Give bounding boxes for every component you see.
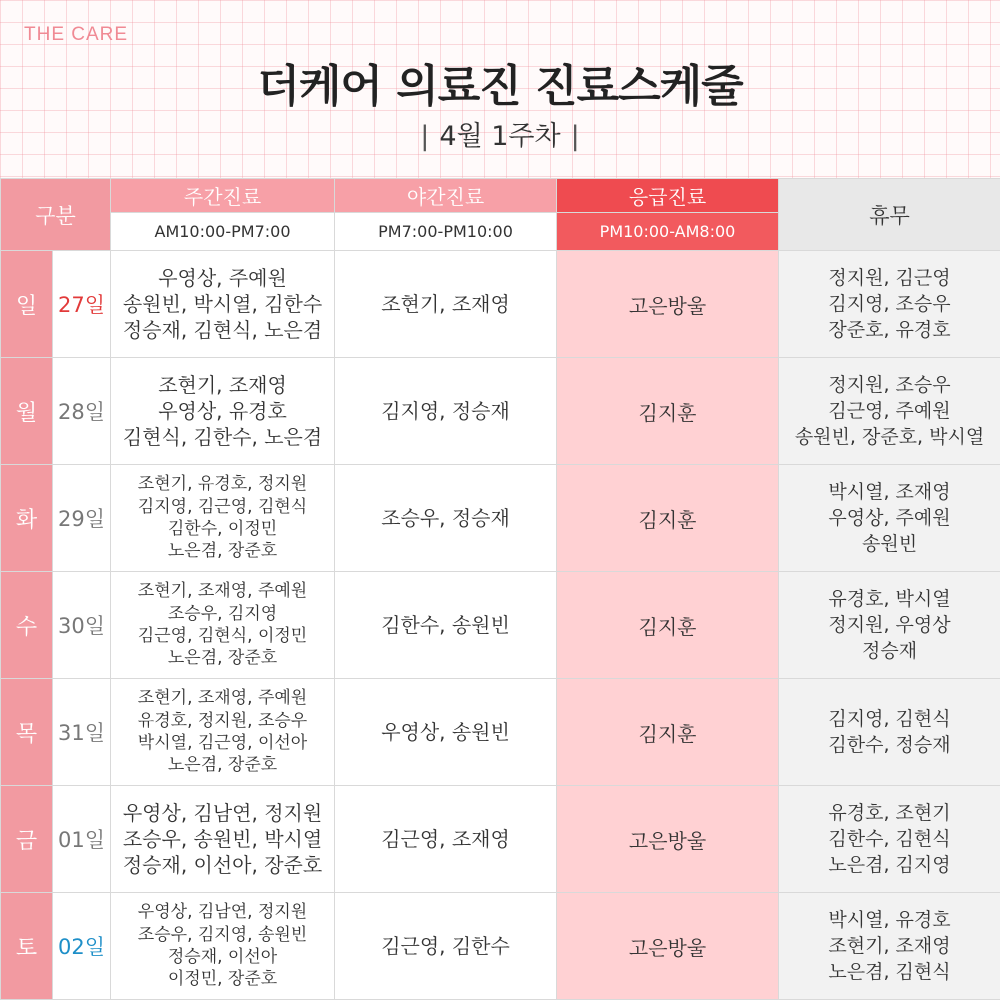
emergency-clinic-staff: 김지훈 xyxy=(557,679,779,786)
header-day-clinic: 주간진료 xyxy=(111,179,335,213)
emergency-clinic-staff: 고은방울 xyxy=(557,786,779,893)
subtitle-bar-left: | xyxy=(420,121,430,152)
staff-line: 김지영, 조승우 xyxy=(828,292,951,315)
off-duty-staff xyxy=(779,251,1000,358)
emergency-clinic-staff: 김지훈 xyxy=(557,465,779,572)
staff-line: 우영상, 유경호 xyxy=(158,399,287,423)
header-night-clinic: 야간진료 xyxy=(335,179,557,213)
date-cell: 01일 xyxy=(53,786,111,893)
staff-line: 우영상, 김남연, 정지원 xyxy=(122,801,323,825)
day-of-week: 수 xyxy=(1,572,53,679)
day-of-week: 토 xyxy=(1,893,53,1000)
emergency-clinic-staff: 김지훈 xyxy=(557,572,779,679)
day-of-week: 일 xyxy=(1,251,53,358)
night-clinic-staff: 김한수, 송원빈 xyxy=(335,572,557,679)
schedule-row xyxy=(1,465,1000,572)
schedule-row xyxy=(1,251,1000,358)
emergency-clinic-staff: 김지훈 xyxy=(557,358,779,465)
staff-line: 박시열, 김근영, 이선아 xyxy=(137,733,308,753)
day-of-week: 월 xyxy=(1,358,53,465)
staff-line: 박시열, 조재영 xyxy=(828,480,951,503)
off-duty-staff xyxy=(779,465,1000,572)
day-clinic-staff xyxy=(111,786,335,893)
staff-line: 이정민, 장준호 xyxy=(167,969,278,990)
staff-line: 조현기, 유경호, 정지원 xyxy=(137,474,308,495)
day-clinic-staff xyxy=(111,465,335,572)
night-clinic-hours: PM7:00-PM10:00 xyxy=(335,213,557,251)
staff-line: 조현기, 조재영 xyxy=(828,934,951,957)
staff-line: 김한수, 김현식 xyxy=(828,827,951,850)
schedule-row xyxy=(1,679,1000,786)
emergency-clinic-hours: PM10:00-AM8:00 xyxy=(557,213,779,251)
night-clinic-staff: 김근영, 김한수 xyxy=(335,893,557,1000)
off-duty-staff xyxy=(779,358,1000,465)
staff-line: 송원빈, 장준호, 박시열 xyxy=(794,426,985,449)
staff-line: 유경호, 박시열 xyxy=(828,587,951,610)
emergency-clinic-staff: 고은방울 xyxy=(557,251,779,358)
staff-line: 정승재, 김현식, 노은겸 xyxy=(122,318,323,342)
schedule-row xyxy=(1,893,1000,1000)
staff-line: 유경호, 정지원, 조승우 xyxy=(137,710,308,731)
day-clinic-staff xyxy=(111,572,335,679)
brand-logo: THE CARE xyxy=(24,24,129,45)
staff-line: 노은겸, 장준호 xyxy=(167,648,278,669)
staff-line: 조승우, 김지영 xyxy=(167,603,278,624)
staff-line: 유경호, 조현기 xyxy=(828,801,951,824)
staff-line: 정승재 xyxy=(861,640,918,663)
off-duty-staff xyxy=(779,786,1000,893)
day-of-week: 화 xyxy=(1,465,53,572)
schedule-row xyxy=(1,358,1000,465)
date-cell: 28일 xyxy=(53,358,111,465)
page-title: 더케어 의료진 진료스케줄 xyxy=(257,61,743,112)
staff-line: 정지원, 우영상 xyxy=(828,613,951,636)
staff-line: 송원빈 xyxy=(861,533,918,556)
day-clinic-hours: AM10:00-PM7:00 xyxy=(111,213,335,251)
staff-line: 박시열, 유경호 xyxy=(828,908,951,931)
off-duty-staff xyxy=(779,572,1000,679)
staff-line: 김현식, 김한수, 노은겸 xyxy=(122,425,323,449)
staff-line: 우영상, 주예원 xyxy=(158,266,287,290)
staff-line: 조승우, 송원빈, 박시열 xyxy=(122,827,323,851)
week-label: 4월 1주차 xyxy=(439,121,561,152)
date-cell: 30일 xyxy=(53,572,111,679)
day-of-week: 금 xyxy=(1,786,53,893)
night-clinic-staff: 김근영, 조재영 xyxy=(335,786,557,893)
day-clinic-staff xyxy=(111,893,335,1000)
staff-line: 조현기, 조재영, 주예원 xyxy=(137,688,308,709)
week-subtitle xyxy=(0,114,1000,153)
staff-line: 조현기, 조재영, 주예원 xyxy=(137,581,308,602)
schedule-row xyxy=(1,572,1000,679)
day-clinic-staff xyxy=(111,679,335,786)
emergency-clinic-staff: 고은방울 xyxy=(557,893,779,1000)
staff-line: 정지원, 조승우 xyxy=(828,373,951,396)
staff-line: 조승우, 김지영, 송원빈 xyxy=(137,924,308,945)
staff-line: 노은겸, 김현식 xyxy=(828,961,951,984)
night-clinic-staff: 조승우, 정승재 xyxy=(335,465,557,572)
day-clinic-staff xyxy=(111,251,335,358)
night-clinic-staff: 김지영, 정승재 xyxy=(335,358,557,465)
day-clinic-staff xyxy=(111,358,335,465)
night-clinic-staff: 조현기, 조재영 xyxy=(335,251,557,358)
day-of-week: 목 xyxy=(1,679,53,786)
header-emergency-clinic: 응급진료 xyxy=(557,179,779,213)
schedule-row xyxy=(1,786,1000,893)
off-duty-staff xyxy=(779,893,1000,1000)
staff-line: 노은겸, 장준호 xyxy=(167,541,278,562)
staff-line: 김근영, 김현식, 이정민 xyxy=(137,626,308,646)
date-cell: 29일 xyxy=(53,465,111,572)
subtitle-bar-right: | xyxy=(570,121,580,152)
staff-line: 김한수, 이정민 xyxy=(167,519,278,539)
staff-line: 우영상, 김남연, 정지원 xyxy=(137,902,308,923)
staff-line: 김근영, 주예원 xyxy=(828,399,951,422)
staff-line: 정지원, 김근영 xyxy=(828,266,951,289)
schedule-table xyxy=(0,178,1000,1000)
staff-line: 김한수, 정승재 xyxy=(828,734,951,756)
staff-line: 김지영, 김현식 xyxy=(828,707,951,730)
date-cell: 27일 xyxy=(53,251,111,358)
header-gubun: 구분 xyxy=(1,179,111,251)
date-cell: 02일 xyxy=(53,893,111,1000)
staff-line: 송원빈, 박시열, 김한수 xyxy=(122,292,323,316)
staff-line: 우영상, 주예원 xyxy=(828,506,951,529)
staff-line: 정승재, 이선아 xyxy=(167,947,278,967)
staff-line: 장준호, 유경호 xyxy=(828,319,951,342)
off-duty-staff xyxy=(779,679,1000,786)
header-off-duty: 휴무 xyxy=(779,179,1000,251)
staff-line: 정승재, 이선아, 장준호 xyxy=(122,853,323,877)
staff-line: 노은겸, 김지영 xyxy=(828,854,951,877)
night-clinic-staff: 우영상, 송원빈 xyxy=(335,679,557,786)
date-cell: 31일 xyxy=(53,679,111,786)
staff-line: 김지영, 김근영, 김현식 xyxy=(137,496,308,517)
staff-line: 노은겸, 장준호 xyxy=(167,755,278,776)
staff-line: 조현기, 조재영 xyxy=(158,373,287,397)
